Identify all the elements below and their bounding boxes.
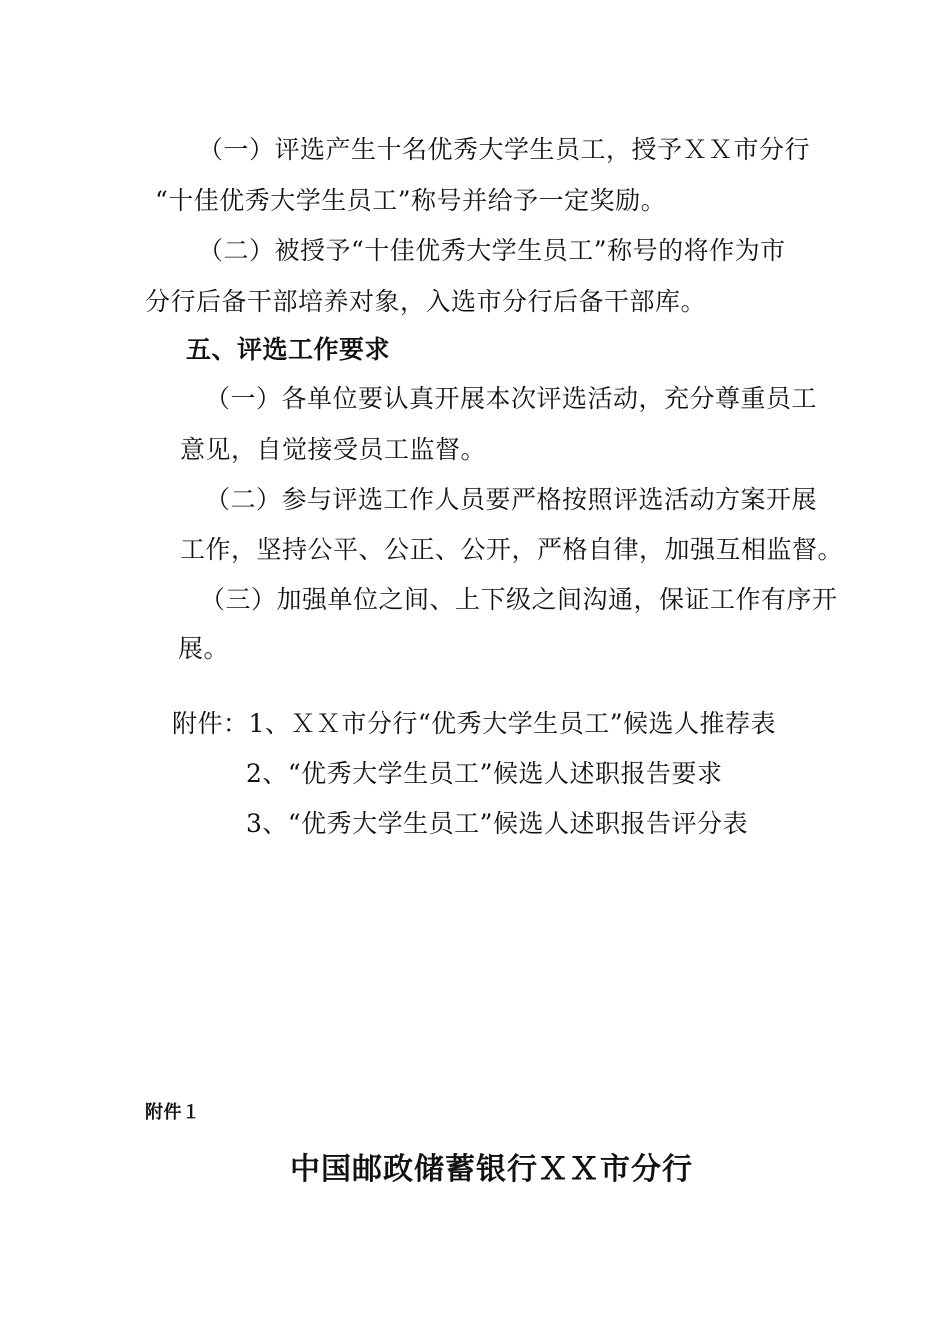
attachment-line-3: 3、“优秀大学生员工”候选人述职报告评分表 xyxy=(246,809,748,838)
appendix-label: 附件１ xyxy=(145,1102,201,1123)
section5-heading: 五、评选工作要求 xyxy=(186,335,391,364)
section5-item1-line2: 意见，自觉接受员工监督。 xyxy=(180,435,487,464)
section4-item2-line1: （二）被授予“十佳优秀大学生员工”称号的将作为市 xyxy=(198,236,786,265)
section5-item3-line2: 展。 xyxy=(178,634,230,663)
appendix-title: 中国邮政储蓄银行ＸＸ市分行 xyxy=(290,1152,693,1187)
section5-item2-line1: （二）参与评选工作人员要严格按照评选活动方案开展 xyxy=(205,485,818,514)
section5-item1-line1: （一）各单位要认真开展本次评选活动，充分尊重员工 xyxy=(205,384,818,413)
attachment-line-2: 2、“优秀大学生员工”候选人述职报告要求 xyxy=(246,759,723,788)
section4-item1-line2: “十佳优秀大学生员工”称号并给予一定奖励。 xyxy=(155,186,667,215)
section5-item3-line1: （三）加强单位之间、上下级之间沟通，保证工作有序开 xyxy=(200,585,838,614)
attachment-line-1: 附件：1、ＸＸ市分行“优秀大学生员工”候选人推荐表 xyxy=(172,709,776,738)
section4-item1-line1: （一）评选产生十名优秀大学生员工，授予ＸＸ市分行 xyxy=(198,135,811,164)
section5-item2-line2: 工作，坚持公平、公正、公开，严格自律，加强互相监督。 xyxy=(180,535,844,564)
section4-item2-line2: 分行后备干部培养对象，入选市分行后备干部库。 xyxy=(145,287,707,316)
